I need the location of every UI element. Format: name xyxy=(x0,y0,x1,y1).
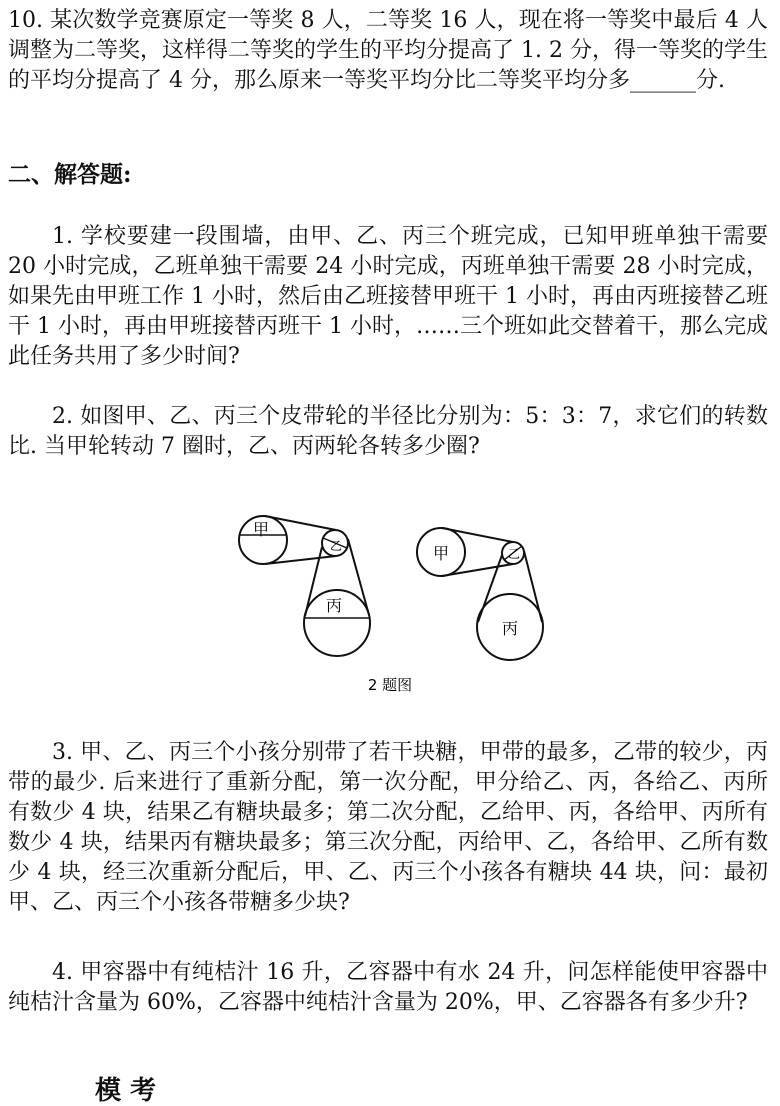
figure-caption: 2 题图 xyxy=(367,676,413,694)
left-label-jia: 甲 xyxy=(253,520,270,539)
right-label-jia: 甲 xyxy=(433,544,450,563)
section-heading: 二、解答题: xyxy=(8,161,132,188)
problem-4: 4. 甲容器中有纯桔汁 16 升，乙容器中有水 24 升，问怎样能使甲容器中纯桔汁含量为 60%，乙容器中纯桔汁含量为 20%，甲、乙容器各有多少升? xyxy=(8,960,768,1015)
question-10: 10. 某次数学竞赛原定一等奖 8 人，二等奖 16 人，现在将一等奖中最后 4 人调整为二等奖，这样得二等奖的学生的平均分提高了 1. 2 分，得一等奖的学生的平均分提高了 4 分，那么原来一等奖平均分比二等奖平均分多______分. xyxy=(8,8,768,93)
problem-3: 3. 甲、乙、丙三个小孩分别带了若干块糖，甲带的最多，乙带的较少，丙带的最少. 后来进行了重新分配，第一次分配，甲分给乙、丙，各给乙、丙所有数少 4 块，结果乙有糖块最多；第二次分配，乙给甲、丙，各给甲、丙所有数少 4 块，结果丙有糖块最多；第三次分配，丙给甲、乙，各给甲、乙所有数少 4 块，经三次重新分配后，甲、乙、丙三个小孩各有糖块 44 块，问：最初甲、乙、丙三个小孩各带糖多少块? xyxy=(8,740,768,915)
cutoff-heading: 模 考 xyxy=(95,1076,157,1106)
pulley-figure xyxy=(230,508,550,698)
pulley-diagram xyxy=(230,508,550,698)
problem-2: 2. 如图甲、乙、丙三个皮带轮的半径比分别为：5：3：7，求它们的转数比. 当甲轮转动 7 圈时，乙、丙两轮各转多少圈? xyxy=(8,404,768,459)
left-label-yi: 乙 xyxy=(330,539,343,553)
right-label-bing: 丙 xyxy=(502,619,519,638)
left-label-bing: 丙 xyxy=(326,596,343,615)
right-label-yi: 乙 xyxy=(508,547,521,561)
problem-1: 1. 学校要建一段围墙，由甲、乙、丙三个班完成，已知甲班单独干需要 20 小时完成，乙班单独干需要 24 小时完成，丙班单独干需要 28 小时完成，如果先由甲班工作 1 小时，然后由乙班接替甲班干 1 小时，再由丙班接替乙班干 1 小时，再由甲班接替丙班干 1 小时，……三个班如此交替着干，那么完成此任务共用了多少时间? xyxy=(8,224,768,369)
